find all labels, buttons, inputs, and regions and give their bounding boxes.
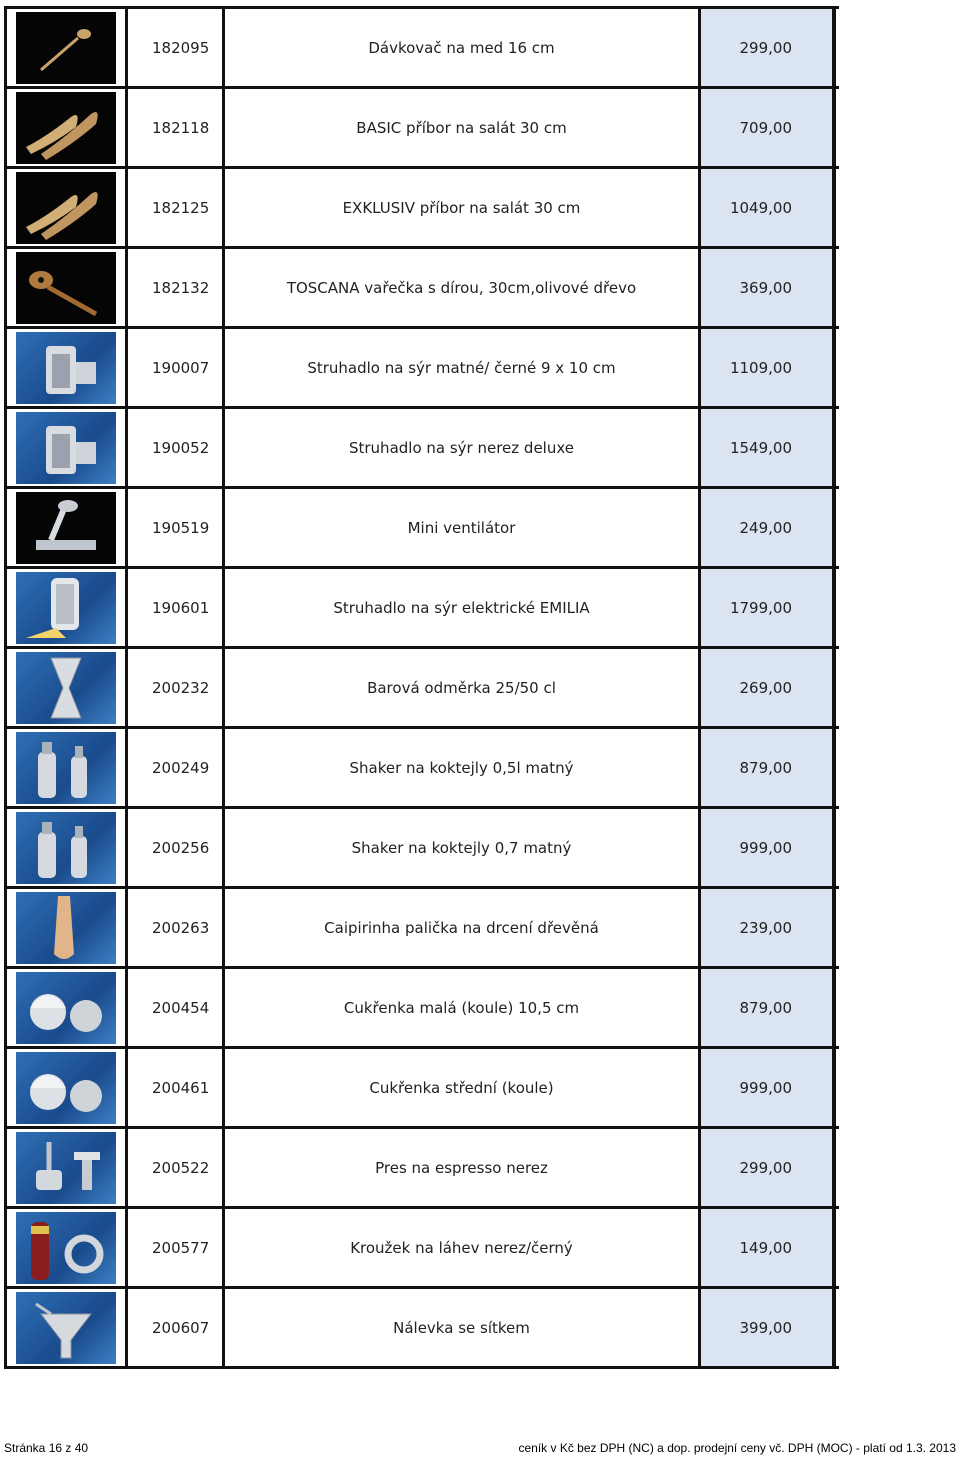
product-name: Struhadlo na sýr nerez deluxe	[225, 409, 701, 486]
product-code: 200249	[128, 729, 225, 806]
product-photo	[16, 1132, 116, 1204]
product-price: 399,00	[701, 1289, 836, 1366]
product-code: 200607	[128, 1289, 225, 1366]
product-name: Struhadlo na sýr elektrické EMILIA	[225, 569, 701, 646]
product-code: 200577	[128, 1209, 225, 1286]
product-name: TOSCANA vařečka s dírou, 30cm,olivové dřevo	[225, 249, 701, 326]
product-image-cell	[7, 1129, 128, 1206]
salad-servers-icon	[16, 92, 116, 164]
product-image-cell	[7, 1209, 128, 1286]
product-photo	[16, 492, 116, 564]
price-list-table	[4, 6, 839, 1369]
product-price: 269,00	[701, 649, 836, 726]
product-code: 200461	[128, 1049, 225, 1126]
product-photo	[16, 732, 116, 804]
table-row	[7, 1209, 839, 1289]
product-price: 1109,00	[701, 329, 836, 406]
table-row	[7, 1289, 839, 1369]
product-code: 182125	[128, 169, 225, 246]
product-name: Mini ventilátor	[225, 489, 701, 566]
product-price: 709,00	[701, 89, 836, 166]
product-image-cell	[7, 969, 128, 1046]
product-photo	[16, 812, 116, 884]
product-name: Cukřenka malá (koule) 10,5 cm	[225, 969, 701, 1046]
bottle-ring-icon	[16, 1212, 116, 1284]
product-photo	[16, 1292, 116, 1364]
product-name: Kroužek na láhev nerez/černý	[225, 1209, 701, 1286]
mini-fan-icon	[16, 492, 116, 564]
product-name: Struhadlo na sýr matné/ černé 9 x 10 cm	[225, 329, 701, 406]
product-photo	[16, 972, 116, 1044]
product-image-cell	[7, 809, 128, 886]
product-price: 999,00	[701, 809, 836, 886]
product-photo	[16, 172, 116, 244]
product-image-cell	[7, 409, 128, 486]
product-price: 1799,00	[701, 569, 836, 646]
product-photo	[16, 1052, 116, 1124]
cheese-grater-icon	[16, 412, 116, 484]
cocktail-shaker-icon	[16, 812, 116, 884]
product-code: 190519	[128, 489, 225, 566]
product-name: Shaker na koktejly 0,7 matný	[225, 809, 701, 886]
table-row	[7, 329, 839, 409]
table-row	[7, 249, 839, 329]
product-price: 999,00	[701, 1049, 836, 1126]
table-row	[7, 409, 839, 489]
sugar-bowl-icon	[16, 1052, 116, 1124]
product-photo	[16, 332, 116, 404]
product-image-cell	[7, 9, 128, 86]
table-row	[7, 569, 839, 649]
product-name: EXKLUSIV příbor na salát 30 cm	[225, 169, 701, 246]
product-price: 149,00	[701, 1209, 836, 1286]
honey-dipper-icon	[16, 12, 116, 84]
product-photo	[16, 652, 116, 724]
table-row	[7, 1049, 839, 1129]
product-image-cell	[7, 89, 128, 166]
product-code: 200263	[128, 889, 225, 966]
product-price: 299,00	[701, 9, 836, 86]
product-code: 200232	[128, 649, 225, 726]
sugar-bowl-icon	[16, 972, 116, 1044]
product-photo	[16, 572, 116, 644]
product-image-cell	[7, 329, 128, 406]
product-price: 1549,00	[701, 409, 836, 486]
table-row	[7, 649, 839, 729]
product-name: Nálevka se sítkem	[225, 1289, 701, 1366]
espresso-tamper-icon	[16, 1132, 116, 1204]
page-number: Stránka 16 z 40	[4, 1441, 89, 1455]
product-name: Cukřenka střední (koule)	[225, 1049, 701, 1126]
product-code: 200256	[128, 809, 225, 886]
table-row	[7, 169, 839, 249]
product-code: 190007	[128, 329, 225, 406]
muddler-icon	[16, 892, 116, 964]
product-name: Caipirinha palička na drcení dřevěná	[225, 889, 701, 966]
jigger-icon	[16, 652, 116, 724]
product-image-cell	[7, 889, 128, 966]
table-row	[7, 9, 839, 89]
product-name: Barová odměrka 25/50 cl	[225, 649, 701, 726]
product-code: 200522	[128, 1129, 225, 1206]
product-code: 182095	[128, 9, 225, 86]
table-row	[7, 969, 839, 1049]
product-photo	[16, 12, 116, 84]
product-image-cell	[7, 649, 128, 726]
product-price: 879,00	[701, 969, 836, 1046]
product-photo	[16, 892, 116, 964]
product-price: 249,00	[701, 489, 836, 566]
cocktail-shaker-icon	[16, 732, 116, 804]
product-price: 239,00	[701, 889, 836, 966]
electric-grater-icon	[16, 572, 116, 644]
product-image-cell	[7, 489, 128, 566]
table-row	[7, 729, 839, 809]
product-price: 369,00	[701, 249, 836, 326]
product-name: Dávkovač na med 16 cm	[225, 9, 701, 86]
price-note: ceník v Kč bez DPH (NC) a dop. prodejní ceny vč. DPH (MOC) - platí od 1.3. 2013	[518, 1441, 956, 1455]
product-code: 190052	[128, 409, 225, 486]
product-image-cell	[7, 169, 128, 246]
product-price: 1049,00	[701, 169, 836, 246]
table-row	[7, 89, 839, 169]
product-photo	[16, 252, 116, 324]
product-name: BASIC příbor na salát 30 cm	[225, 89, 701, 166]
wooden-spoon-icon	[16, 252, 116, 324]
funnel-icon	[16, 1292, 116, 1364]
product-image-cell	[7, 729, 128, 806]
product-image-cell	[7, 249, 128, 326]
product-price: 299,00	[701, 1129, 836, 1206]
product-image-cell	[7, 569, 128, 646]
table-row	[7, 1129, 839, 1209]
product-code: 190601	[128, 569, 225, 646]
product-code: 182132	[128, 249, 225, 326]
product-name: Shaker na koktejly 0,5l matný	[225, 729, 701, 806]
table-row	[7, 889, 839, 969]
product-photo	[16, 92, 116, 164]
product-code: 200454	[128, 969, 225, 1046]
table-row	[7, 809, 839, 889]
product-photo	[16, 412, 116, 484]
product-code: 182118	[128, 89, 225, 166]
product-image-cell	[7, 1289, 128, 1366]
cheese-grater-icon	[16, 332, 116, 404]
product-image-cell	[7, 1049, 128, 1126]
product-name: Pres na espresso nerez	[225, 1129, 701, 1206]
product-photo	[16, 1212, 116, 1284]
table-row	[7, 489, 839, 569]
product-price: 879,00	[701, 729, 836, 806]
salad-servers-icon	[16, 172, 116, 244]
